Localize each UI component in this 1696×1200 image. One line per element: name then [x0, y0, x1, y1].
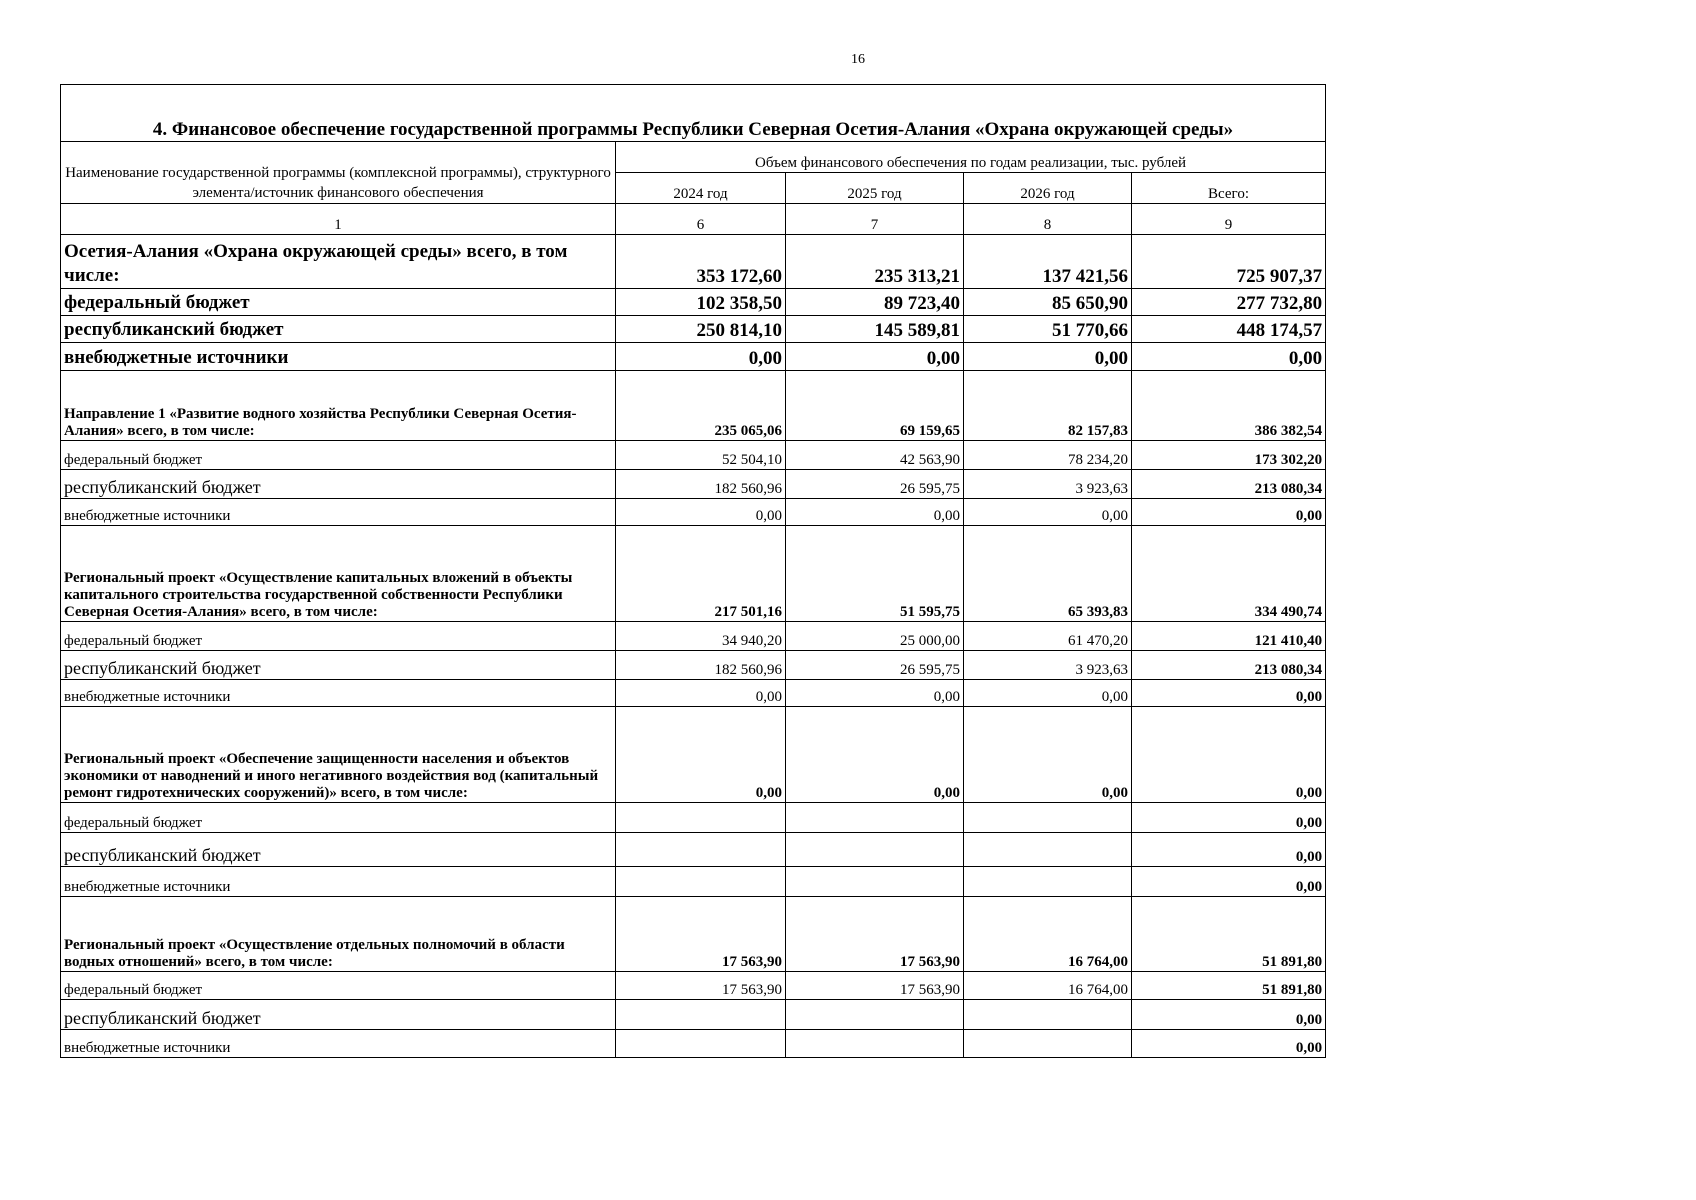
row-value-total: 725 907,37 [1132, 235, 1326, 289]
row-value-total: 0,00 [1132, 499, 1326, 526]
row-value-2025: 51 595,75 [786, 526, 964, 622]
row-value-total: 0,00 [1132, 1000, 1326, 1030]
table-row [61, 371, 1326, 441]
row-value-2026: 65 393,83 [964, 526, 1132, 622]
row-value-2026: 0,00 [964, 707, 1132, 803]
row-value-2024 [616, 867, 786, 897]
row-value-2025: 0,00 [786, 343, 964, 371]
table-row [61, 526, 1326, 622]
row-value-total: 213 080,34 [1132, 651, 1326, 680]
header-year-2025: 2025 год [786, 173, 964, 204]
row-value-2024: 235 065,06 [616, 371, 786, 441]
row-value-2025: 17 563,90 [786, 897, 964, 972]
header-name-column: Наименование государственной программы (комплексной программы), структурного элемента/источник финансового обеспечения [61, 142, 616, 204]
header-row-1 [61, 142, 1326, 173]
row-name: федеральный бюджет [61, 803, 616, 833]
row-value-2026 [964, 833, 1132, 867]
row-value-2024 [616, 1030, 786, 1058]
row-name: Региональный проект «Обеспечение защищенности населения и объектов экономики от наводнений и иного негативного воздействия вод (капитальный ремонт гидротехнических сооружений)» всего, в том числе: [61, 707, 616, 803]
row-value-2024: 0,00 [616, 707, 786, 803]
row-value-2024: 0,00 [616, 343, 786, 371]
row-value-2026: 61 470,20 [964, 622, 1132, 651]
column-number: 1 [61, 204, 616, 235]
row-value-2024: 182 560,96 [616, 651, 786, 680]
row-value-total: 51 891,80 [1132, 897, 1326, 972]
row-value-2025 [786, 833, 964, 867]
table-title-row [61, 85, 1326, 142]
row-name: федеральный бюджет [61, 289, 616, 316]
row-name: Региональный проект «Осуществление капитальных вложений в объекты капитального строительства государственной собственности Республики Северная Осетия-Алания» всего, в том числе: [61, 526, 616, 622]
row-value-2024 [616, 1000, 786, 1030]
table-row [61, 1030, 1326, 1058]
header-year-2026: 2026 год [964, 173, 1132, 204]
row-value-total: 0,00 [1132, 680, 1326, 707]
row-name: республиканский бюджет [61, 316, 616, 343]
row-value-2024 [616, 803, 786, 833]
header-total: Всего: [1132, 173, 1326, 204]
table-row [61, 235, 1326, 289]
row-value-total: 213 080,34 [1132, 470, 1326, 499]
header-volume-column: Объем финансового обеспечения по годам реализации, тыс. рублей [616, 142, 1326, 173]
row-value-2025 [786, 803, 964, 833]
row-name: республиканский бюджет [61, 470, 616, 499]
row-name: федеральный бюджет [61, 622, 616, 651]
row-value-total: 0,00 [1132, 833, 1326, 867]
row-value-2024: 52 504,10 [616, 441, 786, 470]
row-value-2026: 0,00 [964, 680, 1132, 707]
row-value-2026: 16 764,00 [964, 897, 1132, 972]
row-value-2026: 137 421,56 [964, 235, 1132, 289]
table-row [61, 343, 1326, 371]
row-value-2025: 0,00 [786, 707, 964, 803]
row-value-2024: 102 358,50 [616, 289, 786, 316]
row-value-2024: 0,00 [616, 680, 786, 707]
table-row [61, 622, 1326, 651]
row-value-2025: 25 000,00 [786, 622, 964, 651]
row-value-2026: 3 923,63 [964, 651, 1132, 680]
row-value-2025: 235 313,21 [786, 235, 964, 289]
page-number: 16 [851, 52, 865, 67]
row-value-2025: 26 595,75 [786, 651, 964, 680]
table-row [61, 897, 1326, 972]
row-name: внебюджетные источники [61, 343, 616, 371]
row-name: внебюджетные источники [61, 1030, 616, 1058]
row-value-total: 173 302,20 [1132, 441, 1326, 470]
row-name: внебюджетные источники [61, 499, 616, 526]
row-value-2025: 89 723,40 [786, 289, 964, 316]
row-value-total: 0,00 [1132, 867, 1326, 897]
row-value-2025: 69 159,65 [786, 371, 964, 441]
table-row [61, 470, 1326, 499]
row-name: внебюджетные источники [61, 680, 616, 707]
header-year-2024: 2024 год [616, 173, 786, 204]
row-value-2026: 51 770,66 [964, 316, 1132, 343]
row-value-2024: 0,00 [616, 499, 786, 526]
row-value-total: 448 174,57 [1132, 316, 1326, 343]
row-value-2024: 217 501,16 [616, 526, 786, 622]
table-row [61, 833, 1326, 867]
column-number-row [61, 204, 1326, 235]
row-name: Направление 1 «Развитие водного хозяйства Республики Северная Осетия-Алания» всего, в том числе: [61, 371, 616, 441]
table-row [61, 651, 1326, 680]
row-value-2026 [964, 1030, 1132, 1058]
row-value-total: 0,00 [1132, 343, 1326, 371]
table-row [61, 707, 1326, 803]
row-name: федеральный бюджет [61, 972, 616, 1000]
table-row [61, 803, 1326, 833]
row-name: республиканский бюджет [61, 651, 616, 680]
row-value-2025: 0,00 [786, 499, 964, 526]
row-value-total: 277 732,80 [1132, 289, 1326, 316]
row-value-2026: 16 764,00 [964, 972, 1132, 1000]
row-name: республиканский бюджет [61, 1000, 616, 1030]
row-value-2026: 85 650,90 [964, 289, 1132, 316]
row-value-2026 [964, 867, 1132, 897]
row-value-2024: 250 814,10 [616, 316, 786, 343]
row-value-2024: 17 563,90 [616, 972, 786, 1000]
row-value-2024: 182 560,96 [616, 470, 786, 499]
row-value-2024: 353 172,60 [616, 235, 786, 289]
row-value-2026: 82 157,83 [964, 371, 1132, 441]
row-value-2025: 145 589,81 [786, 316, 964, 343]
table-row [61, 1000, 1326, 1030]
row-value-2025: 26 595,75 [786, 470, 964, 499]
column-number: 6 [616, 204, 786, 235]
row-value-2026: 0,00 [964, 343, 1132, 371]
row-value-2025: 17 563,90 [786, 972, 964, 1000]
row-value-2026 [964, 1000, 1132, 1030]
row-name: федеральный бюджет [61, 441, 616, 470]
column-number: 7 [786, 204, 964, 235]
row-value-2024 [616, 833, 786, 867]
row-name: Осетия-Алания «Охрана окружающей среды» всего, в том числе: [61, 235, 616, 289]
row-name: республиканский бюджет [61, 833, 616, 867]
row-value-total: 0,00 [1132, 1030, 1326, 1058]
column-number: 9 [1132, 204, 1326, 235]
table-row [61, 289, 1326, 316]
row-name: внебюджетные источники [61, 867, 616, 897]
table-row [61, 972, 1326, 1000]
column-number: 8 [964, 204, 1132, 235]
row-value-2026: 0,00 [964, 499, 1132, 526]
table-row [61, 316, 1326, 343]
row-value-2024: 17 563,90 [616, 897, 786, 972]
row-value-2026: 3 923,63 [964, 470, 1132, 499]
table-row [61, 867, 1326, 897]
row-value-2026: 78 234,20 [964, 441, 1132, 470]
table-row [61, 499, 1326, 526]
row-value-2025 [786, 1030, 964, 1058]
table-row [61, 680, 1326, 707]
table-title: 4. Финансовое обеспечение государственной программы Республики Северная Осетия-Алания «Охрана окружающей среды» [61, 85, 1326, 142]
row-value-total: 0,00 [1132, 707, 1326, 803]
row-value-total: 334 490,74 [1132, 526, 1326, 622]
row-value-total: 121 410,40 [1132, 622, 1326, 651]
row-value-2025: 0,00 [786, 680, 964, 707]
financing-table [60, 84, 1326, 1058]
row-value-2025 [786, 867, 964, 897]
row-name: Региональный проект «Осуществление отдельных полномочий в области водных отношений» всего, в том числе: [61, 897, 616, 972]
row-value-2025: 42 563,90 [786, 441, 964, 470]
row-value-2024: 34 940,20 [616, 622, 786, 651]
table-row [61, 441, 1326, 470]
row-value-2026 [964, 803, 1132, 833]
row-value-2025 [786, 1000, 964, 1030]
row-value-total: 0,00 [1132, 803, 1326, 833]
row-value-total: 51 891,80 [1132, 972, 1326, 1000]
row-value-total: 386 382,54 [1132, 371, 1326, 441]
